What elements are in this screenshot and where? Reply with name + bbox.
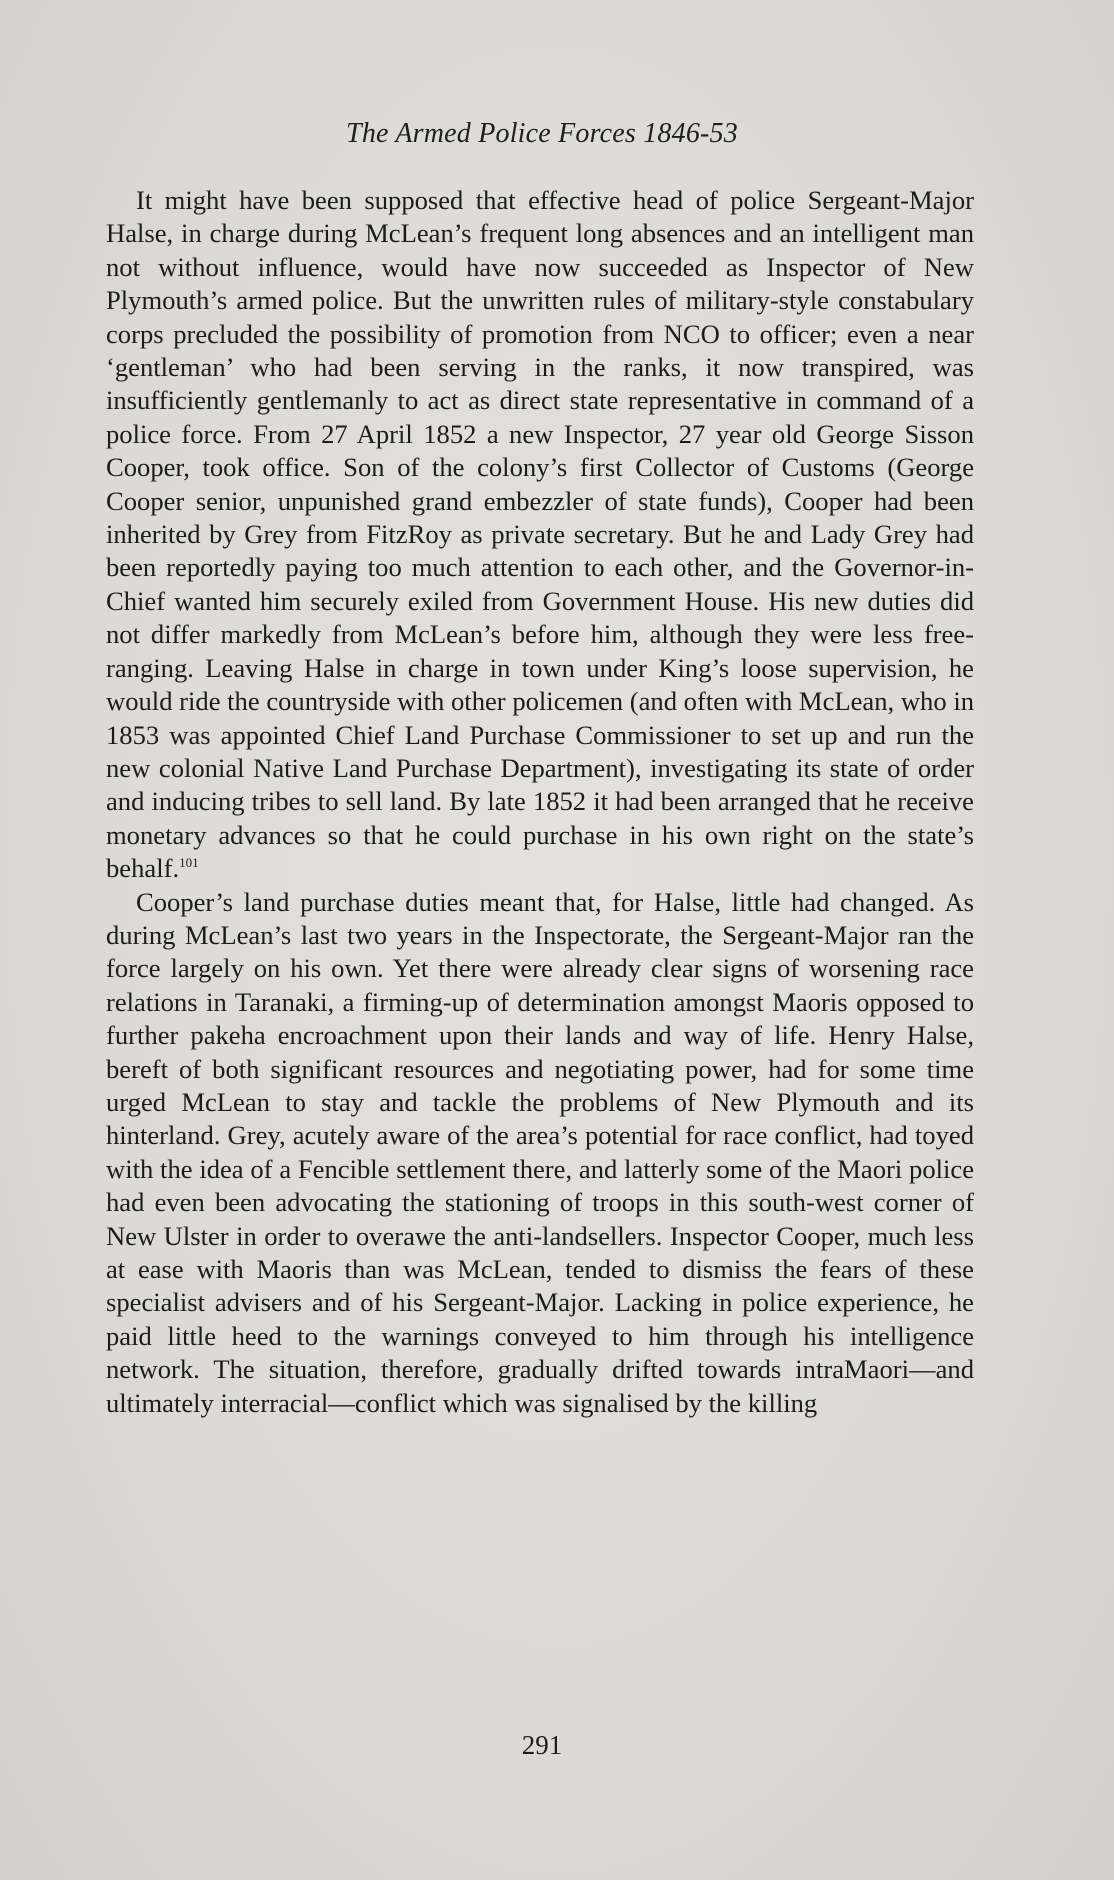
paragraph-2	[106, 886, 974, 1421]
running-head: The Armed Police Forces 1846-53	[346, 118, 738, 149]
footnote-reference: 101	[179, 855, 199, 871]
body-text	[106, 184, 974, 1420]
paragraph-2-text: Cooper’s land purchase duties meant that, for Halse, little had changed. As during McLean’s last two years in the Inspectorate, the Sergeant-Major ran the force largely on his own. Yet there were already clear signs of worsening race relations in Taranaki, a firming-up of determination amongst Maoris opposed to further pakeha encroachment upon their lands and way of life. Henry Halse, bereft of both significant resources and negotiating power, had for some time urged McLean to stay and tackle the problems of New Plymouth and its hinterland. Grey, acutely aware of the area’s potential for race conflict, had toyed with the idea of a Fencible settlement there, and latterly some of the Maori police had even been advocating the stationing of troops in this south-west corner of New Ulster in order to overawe the anti-landsellers. Inspector Cooper, much less at ease with Maoris than was McLean, tended to dismiss the fears of these specialist advisers and of his Sergeant-Major. Lacking in police experience, he paid little heed to the warnings conveyed to him through his intelligence network. The situation, therefore, gradually drifted towards intraMaori—and ultimately interracial—conflict which was signalised by the killing	[106, 886, 974, 1418]
paragraph-1-text: It might have been supposed that effective head of police Sergeant-Major Halse, in charge during McLean’s frequent long absences and an intelligent man not without influence, would have now succeeded as Inspector of New Plymouth’s armed police. But the unwritten rules of military-style constabulary corps precluded the possibility of promotion from NCO to officer; even a near ‘gentleman’ who had been serving in the ranks, it now transpired, was insufficiently gentlemanly to act as direct state representative in command of a police force. From 27 April 1852 a new Inspector, 27 year old George Sisson Cooper, took office. Son of the colony’s first Collector of Customs (George Cooper senior, unpunished grand embezzler of state funds), Cooper had been inherited by Grey from FitzRoy as private secretary. But he and Lady Grey had been reportedly paying too much attention to each other, and the Governor-in-Chief wanted him securely exiled from Government House. His new duties did not differ markedly from McLean’s before him, although they were less free-ranging. Leaving Halse in charge in town under King’s loose supervision, he would ride the countryside with other policemen (and often with McLean, who in 1853 was appointed Chief Land Purchase Commissioner to set up and run the new colonial Native Land Purchase Department), investigating its state of order and inducing tribes to sell land. By late 1852 it had been arranged that he receive monetary advances so that he could purchase in his own right on the state’s behalf.	[106, 185, 974, 884]
paragraph-1	[106, 184, 974, 886]
page-number: 291	[521, 1730, 563, 1760]
